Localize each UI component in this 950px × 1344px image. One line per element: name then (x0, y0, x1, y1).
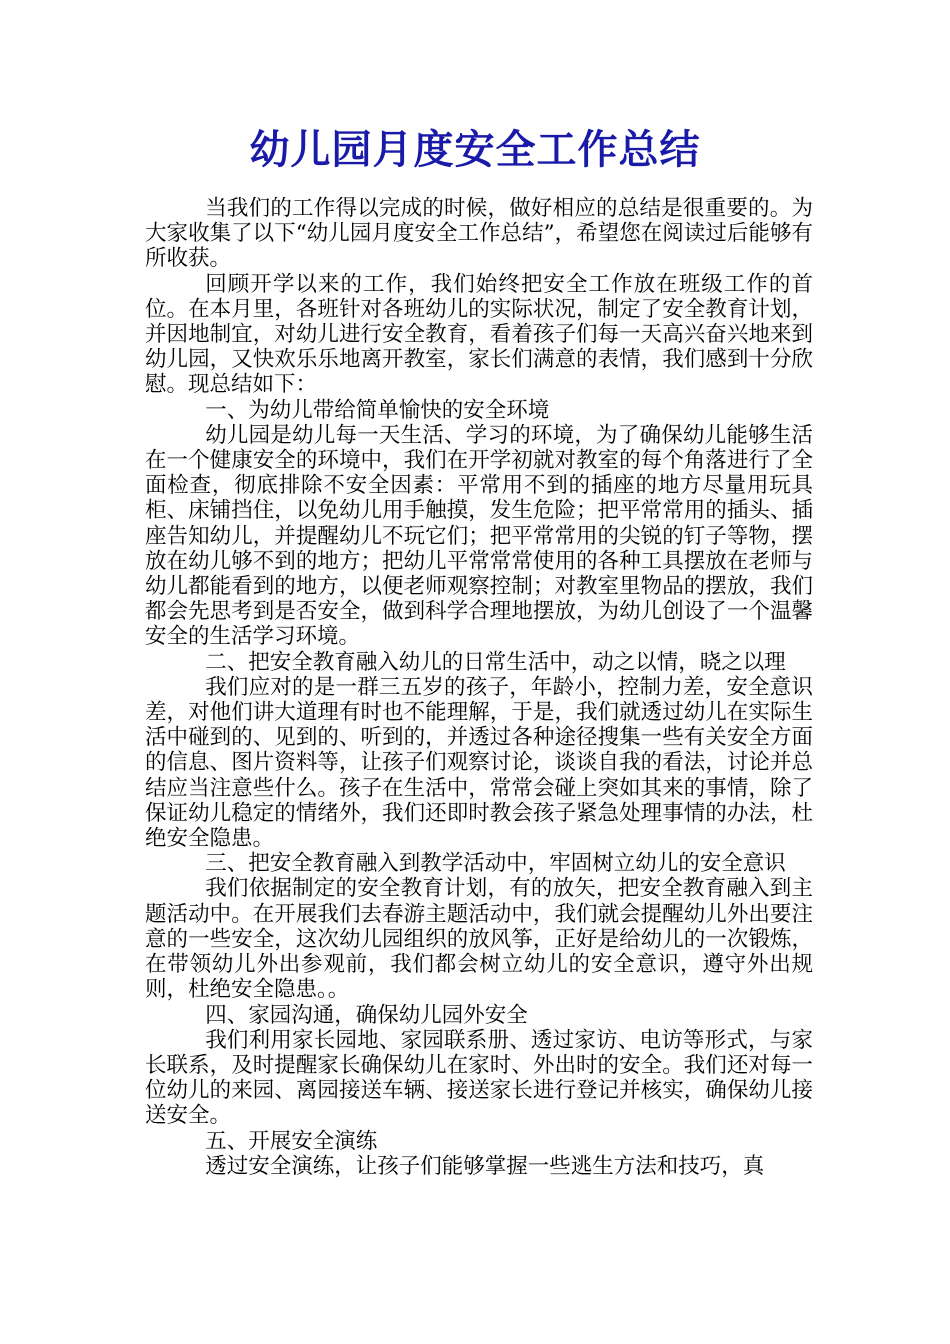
paragraph-daily-life: 我们应对的是一群三五岁的孩子，年龄小，控制力差，安全意识差，对他们讲大道理有时也不能理解，于是，我们就透过幼儿在实际生活中碰到的、见到的、听到的，并透过各种途径搜集一些有关安全方面的信息、图片资料等，让孩子们观察讨论，谈谈自我的看法，讨论并总结应当注意些什么。孩子在生活中，常常会碰上突如其来的事情，除了保证幼儿稳定的情绪外，我们还即时教会孩子紧急处理事情的办法，杜绝安全隐患。 (145, 674, 813, 852)
paragraph-intro: 当我们的工作得以完成的时候，做好相应的总结是很重要的。为大家收集了以下“幼儿园月度安全工作总结”，希望您在阅读过后能够有所收获。 (145, 196, 813, 272)
section-heading-4: 四、家园沟通，确保幼儿园外安全 (205, 1002, 528, 1028)
section-heading-2: 二、把安全教育融入幼儿的日常生活中，动之以情，晓之以理 (205, 649, 786, 675)
section-heading-1: 一、为幼儿带给简单愉快的安全环境 (205, 397, 550, 423)
paragraph-home-school: 我们利用家长园地、家园联系册、透过家访、电访等形式，与家长联系，及时提醒家长确保幼儿在家时、外出时的安全。我们还对每一位幼儿的来园、离园接送车辆、接送家长进行登记并核实，确保幼儿接送安全。 (145, 1027, 813, 1129)
paragraph-environment: 幼儿园是幼儿每一天生活、学习的环境，为了确保幼儿能够生活在一个健康安全的环境中，我们在开学初就对教室的每个角落进行了全面检查，彻底排除不安全因素：平常用不到的插座的地方尽量用玩具柜、床铺挡住，以免幼儿用手触摸，发生危险；把平常常用的插头、插座告知幼儿，并提醒幼儿不玩它们；把平常常用的尖锐的钉子等物，摆放在幼儿够不到的地方；把幼儿平常常常使用的各种工具摆放在老师与幼儿都能看到的地方，以便老师观察控制；对教室里物品的摆放，我们都会先思考到是否安全，做到科学合理地摆放，为幼儿创设了一个温馨安全的生活学习环境。 (145, 422, 813, 650)
section-heading-5: 五、开展安全演练 (205, 1128, 378, 1154)
document-body (145, 196, 813, 1179)
paragraph-review: 回顾开学以来的工作，我们始终把安全工作放在班级工作的首位。在本月里，各班针对各班幼儿的实际状况，制定了安全教育计划，并因地制宜，对幼儿进行安全教育，看着孩子们每一天高兴奋兴地来到幼儿园，又快欢乐乐地离开教室，家长们满意的表情，我们感到十分欣慰。现总结如下： (145, 271, 813, 398)
section-heading-3: 三、把安全教育融入到教学活动中，牢固树立幼儿的安全意识 (205, 851, 786, 877)
document-title: 幼儿园月度安全工作总结 (249, 126, 701, 173)
paragraph-teaching: 我们依据制定的安全教育计划，有的放矢，把安全教育融入到主题活动中。在开展我们去春游主题活动中，我们就会提醒幼儿外出要注意的一些安全，这次幼儿园组织的放风筝，正好是给幼儿的一次锻炼，在带领幼儿外出参观前，我们都会树立幼儿的安全意识，遵守外出规则，杜绝安全隐患。。 (145, 876, 813, 1003)
paragraph-drill: 透过安全演练，让孩子们能够掌握一些逃生方法和技巧，真 (205, 1153, 765, 1179)
